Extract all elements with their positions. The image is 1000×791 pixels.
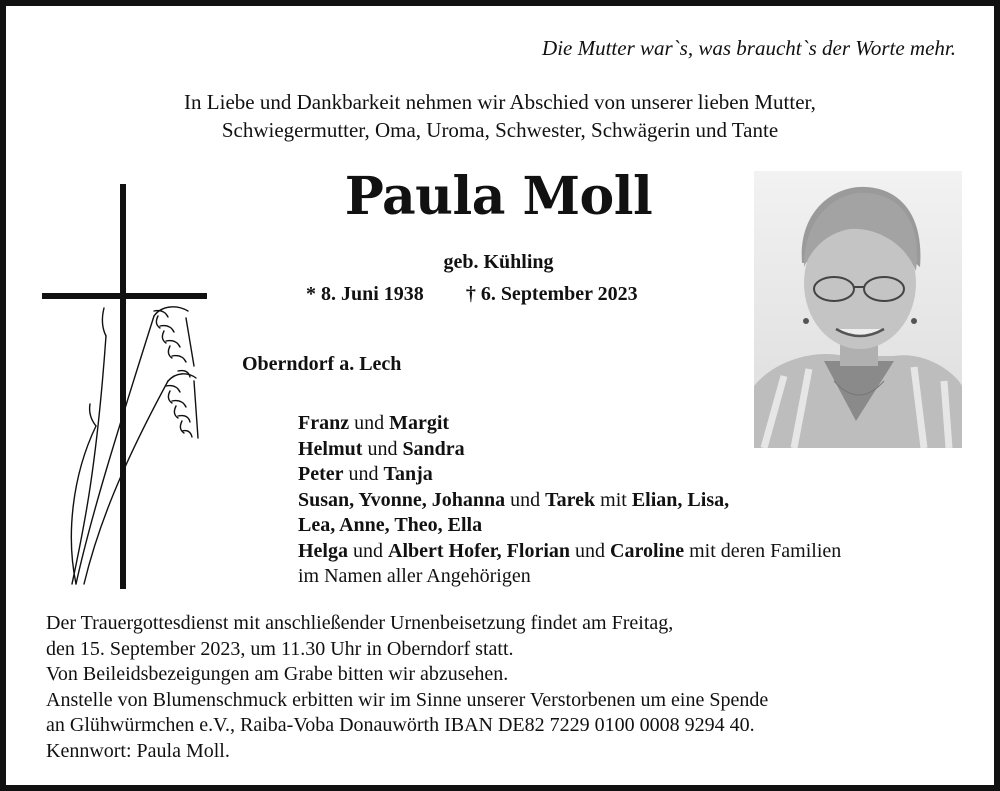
service-info — [46, 611, 768, 764]
motto: Die Mutter war`s, was braucht`s der Worte mehr. — [542, 36, 956, 60]
service-line: Der Trauergottesdienst mit anschließender Urnenbeisetzung findet am Freitag, — [46, 612, 674, 634]
life-dates — [306, 283, 638, 306]
mourner-line: Peter und Tanja — [298, 463, 433, 485]
wheat-ear-upper — [154, 311, 194, 377]
birth-name: geb. Kühling — [443, 251, 554, 273]
wheat-icon — [71, 307, 198, 584]
intro-line: In Liebe und Dankbarkeit nehmen wir Abschied von unserer lieben Mutter, — [184, 90, 816, 114]
intro-line: Schwiegermutter, Oma, Uroma, Schwester, Schwägerin und Tante — [221, 118, 779, 142]
wheat-ear-lower — [166, 381, 198, 438]
service-line: Von Beileidsbezeigungen am Grabe bitten wir abzusehen. — [46, 663, 509, 685]
mourners-list — [298, 411, 841, 590]
mourner-line: Lea, Anne, Theo, Ella — [298, 514, 483, 536]
hometown: Oberndorf a. Lech — [242, 353, 402, 375]
mourner-line: Franz und Margit — [298, 412, 450, 434]
portrait-photo — [754, 171, 962, 448]
service-line: den 15. September 2023, um 11.30 Uhr in Oberndorf statt. — [46, 637, 514, 660]
mourner-line: Susan, Yvonne, Johanna und Tarek mit Elian, Lisa, — [298, 488, 730, 511]
deceased-name: Paula Moll — [344, 166, 653, 227]
service-line: Anstelle von Blumenschmuck erbitten wir im Sinne unserer Verstorbenen um eine Spende — [46, 688, 769, 711]
intro-text — [6, 88, 994, 144]
service-line: an Glühwürmchen e.V., Raiba-Voba Donauwörth IBAN DE82 7229 0100 0008 9294 40. — [46, 714, 755, 736]
mourner-line: Helmut und Sandra — [298, 437, 465, 460]
mourner-line: im Namen aller Angehörigen — [298, 565, 531, 587]
mourner-line: Helga und Albert Hofer, Florian und Caroline mit deren Familien — [298, 539, 842, 562]
cross-icon — [42, 184, 207, 589]
death-date: † 6. September 2023 — [465, 283, 638, 305]
cross-with-wheat-icon — [36, 176, 211, 591]
service-line: Kennwort: Paula Moll. — [46, 739, 230, 762]
birth-date: * 8. Juni 1938 — [306, 283, 424, 305]
